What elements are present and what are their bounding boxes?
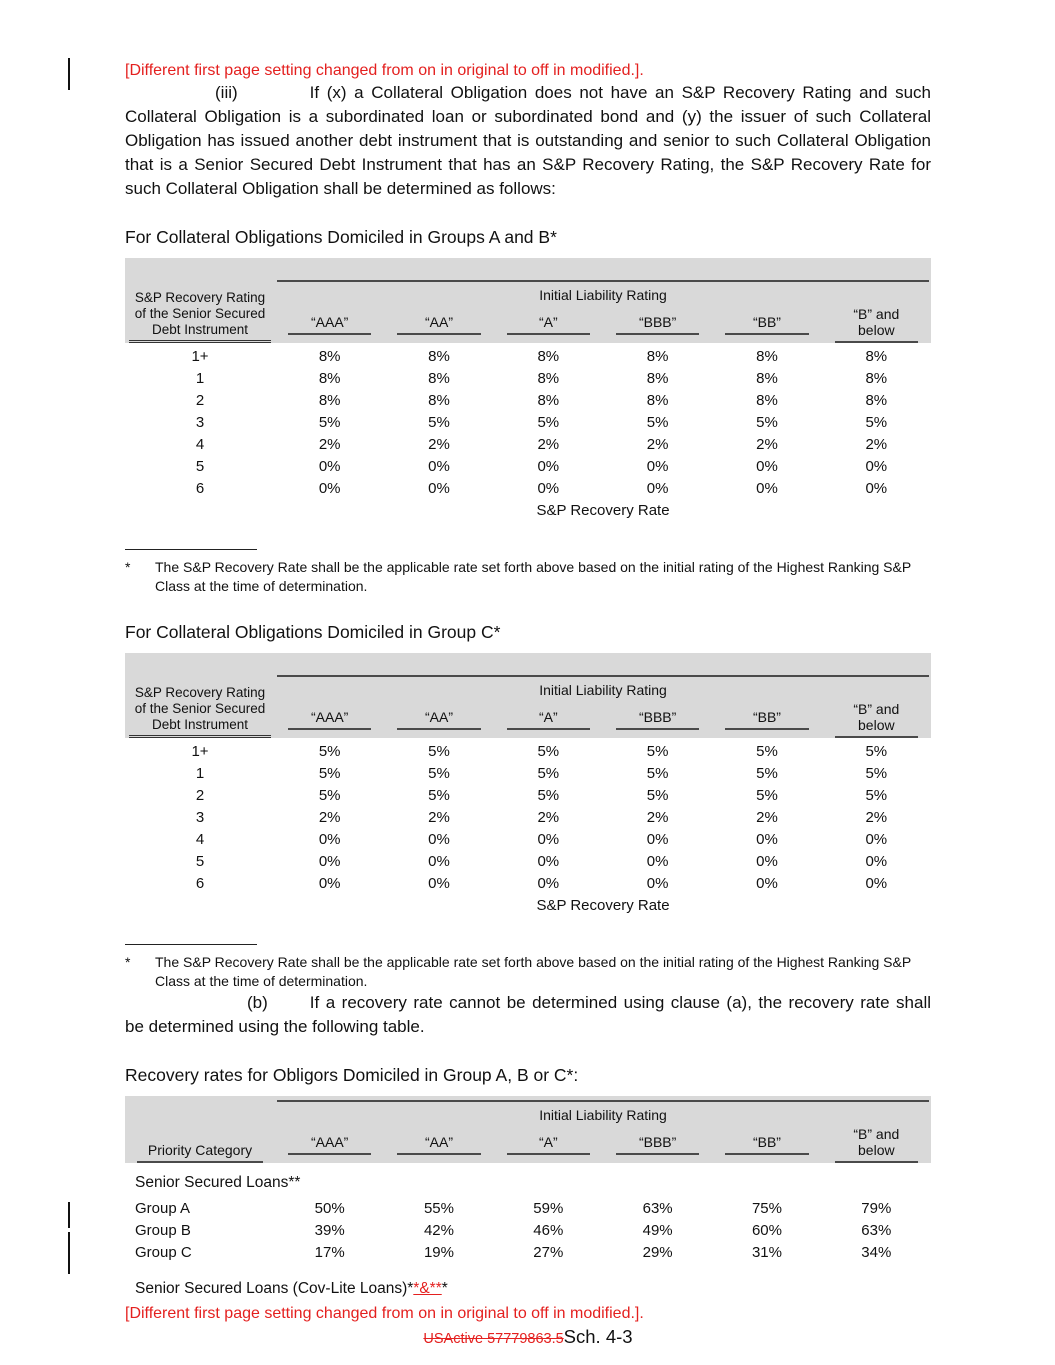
row-header-cell: Priority Category: [125, 1096, 275, 1163]
footnote-text: The S&P Recovery Rate shall be the applicable rate set forth above based on the initial rating of the Highest Ranking S&P Class at the time of determination.: [155, 559, 911, 594]
rate-cell: 5%: [428, 787, 450, 804]
rate-cell: 8%: [865, 370, 888, 387]
table-c-footer-row: [125, 895, 931, 918]
revision-change-bar: [68, 1232, 70, 1274]
rate-cell: 0%: [428, 853, 450, 870]
revision-change-bar: [68, 58, 70, 90]
table-row: [125, 456, 931, 478]
rate-cell: 0%: [537, 853, 560, 870]
table-row: [125, 1242, 931, 1264]
rate-cell: 5%: [646, 743, 669, 760]
rate-cell: 5%: [428, 765, 450, 782]
table-recovery-data-rows: [125, 1195, 931, 1264]
rate-cell: 17%: [314, 1244, 345, 1261]
table-row: [125, 343, 931, 368]
table-recovery-title: Recovery rates for Obligors Domiciled in Group A, B or C*:: [125, 1065, 579, 1085]
section-label: Senior Secured Loans**: [135, 1174, 301, 1191]
rate-cell: 5%: [318, 787, 341, 804]
rate-cell: 27%: [533, 1244, 564, 1261]
paragraph-iii-text: If (x) a Collateral Obligation does not have an S&P Recovery Rating and such Collateral Obligation is a subordinated loan or subordinated bond and (y) the issuer of such Collateral Obligation has issued another debt instrument that is outstanding and senior to such Collateral Obligation that is a Senior Secured Debt Instrument that has an S&P Recovery Rating, the S&P Recovery Rate for such Collateral Obligation shall be determined as follows:: [125, 83, 931, 198]
covlite-label-suffix: *: [441, 1280, 448, 1297]
column-header: “AA”: [384, 1123, 493, 1163]
table-ab-title: For Collateral Obligations Domiciled in Groups A and B*: [125, 227, 557, 247]
footnote-text: The S&P Recovery Rate shall be the applicable rate set forth above based on the initial rating of the Highest Ranking S&P Class at the time of determination.: [155, 954, 911, 989]
column-header: “BB”: [712, 1123, 821, 1163]
row-label: 5: [195, 458, 205, 475]
table-row: [125, 390, 931, 412]
rate-cell: 8%: [865, 348, 888, 365]
rate-cell: 0%: [646, 875, 669, 892]
table-row: [125, 763, 931, 785]
table-row: [125, 829, 931, 851]
revision-change-bar: [68, 1202, 70, 1228]
rate-cell: 0%: [646, 458, 669, 475]
rate-cell: 5%: [646, 765, 669, 782]
span-header-cell: Initial Liability Rating: [275, 653, 931, 698]
rate-cell: 0%: [865, 831, 888, 848]
column-header: “AA”: [384, 303, 493, 343]
table-row: [125, 785, 931, 807]
rate-cell: 8%: [756, 392, 778, 409]
rate-cell: 2%: [756, 809, 778, 826]
rate-cell: 8%: [537, 370, 560, 387]
recovery-rates-table-obligors: [125, 1096, 931, 1264]
footnote-ab: [125, 558, 931, 596]
row-label: 2: [195, 787, 205, 804]
rate-cell: 0%: [756, 831, 778, 848]
paragraph-b-marker: (b): [247, 993, 268, 1012]
table-ab-header: [125, 258, 931, 343]
column-header: “A”: [494, 303, 603, 343]
column-header: “BBB”: [603, 1123, 712, 1163]
rate-cell: 5%: [756, 787, 778, 804]
rate-cell: 0%: [646, 853, 669, 870]
rate-cell: 60%: [751, 1222, 782, 1239]
table-row: [125, 873, 931, 895]
rate-cell: 31%: [751, 1244, 782, 1261]
rate-cell: 5%: [428, 414, 450, 431]
column-header: “BBB”: [603, 303, 712, 343]
redline-deleted-doc-id: USActive 57779863.5: [423, 1331, 564, 1347]
row-label: 6: [195, 875, 205, 892]
row-label: Group A: [135, 1200, 191, 1217]
rate-cell: 2%: [428, 436, 450, 453]
page-content: [125, 0, 931, 1348]
empty-cell: [125, 500, 275, 523]
rate-cell: 0%: [537, 458, 560, 475]
column-header: “A”: [494, 698, 603, 738]
row-label: 2: [195, 392, 205, 409]
span-header-cell: Initial Liability Rating: [275, 1096, 931, 1123]
footnote-separator: [125, 944, 257, 945]
table-c-body: [125, 738, 931, 895]
rate-cell: 0%: [428, 831, 450, 848]
rate-cell: 0%: [428, 875, 450, 892]
rate-cell: 79%: [861, 1200, 892, 1217]
column-header: “AAA”: [275, 303, 384, 343]
row-label: 4: [195, 436, 205, 453]
column-header: “B” and below: [822, 1123, 931, 1163]
rate-cell: 8%: [646, 370, 669, 387]
rate-cell: 50%: [314, 1200, 345, 1217]
row-label: 3: [195, 809, 205, 826]
rate-cell: 39%: [314, 1222, 345, 1239]
rate-cell: 0%: [865, 458, 888, 475]
rate-cell: 55%: [423, 1200, 454, 1217]
rate-cell: 5%: [865, 743, 888, 760]
rate-cell: 5%: [646, 414, 669, 431]
rate-cell: 5%: [537, 743, 560, 760]
rate-cell: 34%: [861, 1244, 892, 1261]
empty-cell: [125, 895, 275, 918]
column-header: “AAA”: [275, 698, 384, 738]
rate-cell: 8%: [865, 392, 888, 409]
rate-cell: 0%: [318, 875, 341, 892]
table-recovery-body: [125, 1163, 931, 1195]
rate-cell: 0%: [865, 875, 888, 892]
footnote-separator: [125, 549, 257, 550]
row-header-cell: S&P Recovery Rating of the Senior Secured Debt Instrument: [125, 258, 275, 343]
rate-cell: 0%: [318, 458, 341, 475]
table-row: [125, 368, 931, 390]
paragraph-b: [125, 991, 931, 1039]
rate-cell: 2%: [646, 436, 669, 453]
table-c-footer-label: S&P Recovery Rate: [536, 897, 670, 914]
rate-cell: 8%: [318, 348, 341, 365]
rate-cell: 8%: [318, 370, 341, 387]
rate-cell: 63%: [861, 1222, 892, 1239]
rate-cell: 8%: [537, 348, 560, 365]
rate-cell: 0%: [865, 853, 888, 870]
column-header: “AA”: [384, 698, 493, 738]
column-header: “BBB”: [603, 698, 712, 738]
rate-cell: 59%: [533, 1200, 564, 1217]
column-header: “B” and below: [822, 303, 931, 343]
table-c-header: [125, 653, 931, 738]
covlite-label-text: Senior Secured Loans (Cov-Lite Loans)*: [135, 1280, 414, 1297]
table-row: [125, 412, 931, 434]
row-label: 1+: [191, 348, 209, 365]
rate-cell: 5%: [537, 787, 560, 804]
rate-cell: 2%: [646, 809, 669, 826]
table-row: [125, 807, 931, 829]
rate-cell: 0%: [537, 875, 560, 892]
rate-cell: 2%: [318, 809, 341, 826]
table-ab-footer-label: S&P Recovery Rate: [536, 502, 670, 519]
page-footer: [125, 1326, 931, 1348]
rate-cell: 8%: [318, 392, 341, 409]
table-recovery-header: [125, 1096, 931, 1163]
rate-cell: 0%: [318, 831, 341, 848]
rate-cell: 2%: [865, 436, 888, 453]
rate-cell: 0%: [756, 480, 778, 497]
footnote-c: [125, 953, 931, 991]
rate-cell: 8%: [428, 348, 450, 365]
rate-cell: 0%: [756, 875, 778, 892]
table-row: [125, 478, 931, 500]
column-header: “A”: [494, 1123, 603, 1163]
footnote-marker: *: [125, 559, 131, 575]
rate-cell: 8%: [756, 370, 778, 387]
row-label: 1: [195, 765, 205, 782]
rate-cell: 5%: [318, 765, 341, 782]
rate-cell: 2%: [756, 436, 778, 453]
column-header: “BB”: [712, 303, 821, 343]
rate-cell: 5%: [756, 414, 778, 431]
rate-cell: 5%: [537, 414, 560, 431]
span-header-cell: Initial Liability Rating: [275, 258, 931, 303]
rate-cell: 42%: [423, 1222, 454, 1239]
rate-cell: 0%: [318, 480, 341, 497]
row-label: 1: [195, 370, 205, 387]
row-label: Group B: [135, 1222, 191, 1239]
redline-notice-top: [Different first page setting changed from on in original to off in modified.].: [125, 62, 644, 79]
table-c-title: For Collateral Obligations Domiciled in Group C*: [125, 622, 501, 642]
table-ab-body: [125, 343, 931, 500]
column-header: “BB”: [712, 698, 821, 738]
section-row: [125, 1163, 931, 1195]
rate-cell: 0%: [428, 480, 450, 497]
rate-cell: 8%: [646, 348, 669, 365]
rate-cell: 75%: [751, 1200, 782, 1217]
recovery-rate-table-group-c: [125, 653, 931, 918]
rate-cell: 2%: [865, 809, 888, 826]
rate-cell: 0%: [537, 831, 560, 848]
rate-cell: 5%: [865, 787, 888, 804]
paragraph-iii-marker: (iii): [215, 83, 238, 102]
rate-cell: 8%: [537, 392, 560, 409]
row-label: 1+: [191, 743, 209, 760]
row-label: 5: [195, 853, 205, 870]
rate-cell: 0%: [318, 853, 341, 870]
rate-cell: 5%: [865, 765, 888, 782]
column-header: “B” and below: [822, 698, 931, 738]
rate-cell: 5%: [537, 765, 560, 782]
footnote-marker: *: [125, 954, 131, 970]
row-label: Group C: [135, 1244, 192, 1261]
rate-cell: 19%: [423, 1244, 454, 1261]
rate-cell: 0%: [537, 480, 560, 497]
paragraph-iii: [125, 81, 931, 201]
rate-cell: 0%: [756, 853, 778, 870]
row-label: 6: [195, 480, 205, 497]
redline-notice-bottom: [Different first page setting changed from on in original to off in modified.].: [125, 1305, 644, 1322]
rate-cell: 8%: [646, 392, 669, 409]
rate-cell: 5%: [428, 743, 450, 760]
rate-cell: 49%: [642, 1222, 673, 1239]
rate-cell: 2%: [318, 436, 341, 453]
rate-cell: 8%: [428, 370, 450, 387]
rate-cell: 0%: [646, 480, 669, 497]
column-header: “AAA”: [275, 1123, 384, 1163]
paragraph-b-text: If a recovery rate cannot be determined using clause (a), the recovery rate shall be determined using the following table.: [125, 993, 931, 1036]
covlite-section-label: [125, 1280, 931, 1298]
rate-cell: 29%: [642, 1244, 673, 1261]
rate-cell: 63%: [642, 1200, 673, 1217]
rate-cell: 46%: [533, 1222, 564, 1239]
page-number: Sch. 4-3: [563, 1326, 633, 1347]
rate-cell: 0%: [756, 458, 778, 475]
rate-cell: 0%: [646, 831, 669, 848]
redline-inserted-text: *&**: [413, 1280, 442, 1297]
row-label: 3: [195, 414, 205, 431]
table-ab-footer-row: [125, 500, 931, 523]
rate-cell: 5%: [865, 414, 888, 431]
rate-cell: 5%: [646, 787, 669, 804]
rate-cell: 2%: [537, 809, 560, 826]
rate-cell: 5%: [318, 743, 341, 760]
table-row: [125, 851, 931, 873]
rate-cell: 2%: [537, 436, 560, 453]
table-row: [125, 1220, 931, 1242]
table-row: [125, 1195, 931, 1220]
row-label: 4: [195, 831, 205, 848]
rate-cell: 2%: [428, 809, 450, 826]
row-header-cell: S&P Recovery Rating of the Senior Secured Debt Instrument: [125, 653, 275, 738]
rate-cell: 5%: [756, 743, 778, 760]
table-row: [125, 434, 931, 456]
rate-cell: 0%: [428, 458, 450, 475]
rate-cell: 5%: [318, 414, 341, 431]
recovery-rate-table-groups-ab: [125, 258, 931, 523]
rate-cell: 8%: [756, 348, 778, 365]
rate-cell: 5%: [756, 765, 778, 782]
table-row: [125, 738, 931, 763]
rate-cell: 8%: [428, 392, 450, 409]
rate-cell: 0%: [865, 480, 888, 497]
